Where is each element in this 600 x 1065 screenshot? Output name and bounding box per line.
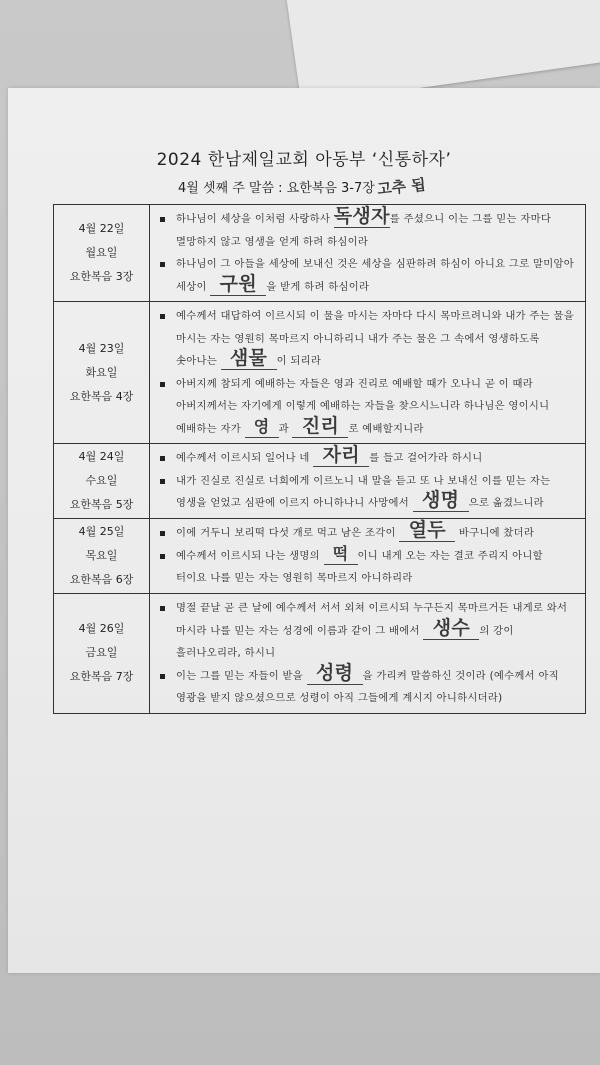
day-chapter: 요한복음 7장 [69, 670, 134, 684]
day-chapter: 요한복음 3장 [69, 270, 134, 283]
handwritten-answer: 진리 [301, 414, 340, 437]
day-date: 4월 23일 [78, 341, 125, 355]
verse-item [156, 444, 575, 470]
verse-text: 아버지께 참되게 예배하는 자들은 영과 진리로 예배할 때가 오나니 곧 이 때라 아버지께서는 자기에게 이렇게 예배하는 자들을 찾으시느니라 하나님은 영이시니 예배하는 자가 [176, 377, 550, 435]
day-row [54, 302, 586, 444]
verse-cell [150, 594, 586, 714]
answer-blank [307, 661, 363, 685]
handwritten-answer: 생명 [421, 489, 460, 512]
verse-text: 내가 진실로 진실로 너희에게 이르노니 내 말을 듣고 또 나 보내신 이를 믿는 자는 영생을 얻었고 심판에 이르지 아니하나니 사망에서 [176, 474, 551, 510]
day-weekday: 월요일 [85, 246, 118, 259]
verse-text: 을 받게 하려 하심이라 [266, 280, 370, 293]
verse-text: 이에 거두니 보리떡 다섯 개로 먹고 남은 조각이 [176, 527, 400, 540]
verse-list [156, 444, 575, 515]
day-row [54, 205, 586, 302]
verse-item [156, 305, 575, 373]
answer-blank [413, 489, 469, 512]
day-date: 4월 24일 [78, 450, 125, 463]
day-cell [54, 519, 150, 594]
handwritten-answer: 열두 [408, 519, 446, 542]
verse-text: 예수께서 이르시되 나는 생명의 [176, 549, 324, 562]
day-chapter: 요한복음 6장 [69, 573, 134, 586]
verse-text: 을 가리켜 말씀하신 것이라 (예수께서 아직 영광을 받지 않으셨으므로 성령이 아직 그들에게 계시지 아니하시더라) [176, 669, 559, 704]
day-date: 4월 25일 [78, 525, 125, 538]
answer-blank [399, 519, 455, 542]
verse-item [156, 470, 575, 515]
day-row [54, 594, 586, 714]
verse-text: 하나님이 그 아들을 세상에 보내신 것은 세상을 심판하려 하심이 아니요 그로 말미암아 세상이 [176, 258, 574, 293]
verse-text: 예수께서 이르시되 일어나 네 [176, 452, 314, 465]
handwritten-answer: 생수 [432, 616, 470, 639]
answer-blank [292, 414, 348, 438]
verse-text: 를 들고 걸어가라 하시니 [369, 452, 483, 465]
verse-text: 로 예배할지니라 [348, 422, 424, 435]
verse-item [156, 597, 575, 665]
reading-table [53, 204, 586, 714]
answer-blank [333, 205, 390, 228]
verse-cell [150, 205, 586, 302]
verse-text: 과 [278, 422, 293, 435]
answer-blank [210, 272, 266, 296]
verse-item [156, 205, 575, 253]
worksheet-subtitle [178, 176, 426, 197]
day-row [54, 444, 586, 519]
verse-cell [150, 519, 586, 594]
verse-list [156, 597, 575, 710]
handwritten-answer: 영 [253, 416, 270, 436]
subtitle-printed: 4월 셋째 주 말씀 : 요한복음 3-7장 [178, 181, 375, 196]
worksheet-title: 2024 한남제일교회 아동부 ‘신통하자’ [156, 150, 452, 170]
subtitle-handwriting: 고추 됩 [376, 175, 427, 199]
verse-text: 를 주셨으니 이는 그를 믿는 자마다 멸망하지 않고 영생을 얻게 하려 하심이라 [176, 213, 552, 248]
verse-text: 하나님이 세상을 이처럼 사랑하사 [176, 213, 334, 225]
verse-text: 이 되리라 [276, 355, 322, 367]
day-date: 4월 26일 [78, 622, 125, 636]
handwritten-answer: 샘물 [229, 347, 268, 369]
answer-blank [245, 416, 279, 438]
verse-text: 바구니에 찼더라 [455, 527, 535, 540]
verse-list [156, 305, 575, 440]
verse-text: 이는 그를 믿는 자들이 받을 [176, 669, 307, 682]
worksheet-page [8, 88, 600, 973]
verse-text: 의 강이 흘러나오리라, 하시니 [176, 624, 514, 659]
verse-cell [150, 302, 586, 444]
day-cell [54, 444, 150, 519]
day-date: 4월 22일 [78, 222, 125, 235]
day-chapter: 요한복음 4장 [69, 389, 134, 403]
day-cell [54, 302, 150, 444]
verse-item [156, 253, 575, 298]
verse-list [156, 205, 575, 298]
handwritten-answer: 구원 [219, 272, 257, 295]
verse-text: 이니 내게 오는 자는 결코 주리지 아니할 터이요 나를 믿는 자는 영원히 목마르지 아니하리라 [176, 549, 543, 585]
handwritten-answer: 독생자 [333, 205, 390, 227]
day-chapter: 요한복음 5장 [69, 498, 134, 511]
verse-text: 으로 옮겼느니라 [468, 497, 544, 510]
day-row [54, 519, 586, 594]
day-weekday: 금요일 [85, 646, 118, 660]
verse-list [156, 519, 575, 590]
day-weekday: 목요일 [85, 549, 118, 562]
handwritten-answer: 성령 [315, 661, 354, 684]
handwritten-answer: 자리 [322, 444, 360, 467]
day-cell [54, 205, 150, 302]
answer-blank [324, 543, 358, 565]
verse-item [156, 519, 575, 545]
answer-blank [313, 444, 369, 467]
day-cell [54, 594, 150, 714]
day-weekday: 화요일 [85, 365, 118, 379]
answer-blank [221, 347, 277, 370]
verse-item [156, 545, 575, 590]
day-weekday: 수요일 [85, 474, 118, 487]
verse-item [156, 373, 575, 441]
handwritten-answer: 떡 [332, 543, 349, 563]
verse-cell [150, 444, 586, 519]
answer-blank [423, 616, 479, 640]
verse-item [156, 661, 575, 710]
verse-text: 예수께서 대답하여 이르시되 이 물을 마시는 자마다 다시 목마르려니와 내가 주는 물을 마시는 자는 영원히 목마르지 아니하리니 내가 주는 물은 그 속에서 영생하도록 솟아나는 [176, 310, 574, 367]
verse-text: 명절 끝날 곧 큰 날에 예수께서 서서 외쳐 이르시되 누구든지 목마르거든 내게로 와서 마시라 나를 믿는 자는 성경에 이름과 같이 그 배에서 [176, 602, 568, 637]
